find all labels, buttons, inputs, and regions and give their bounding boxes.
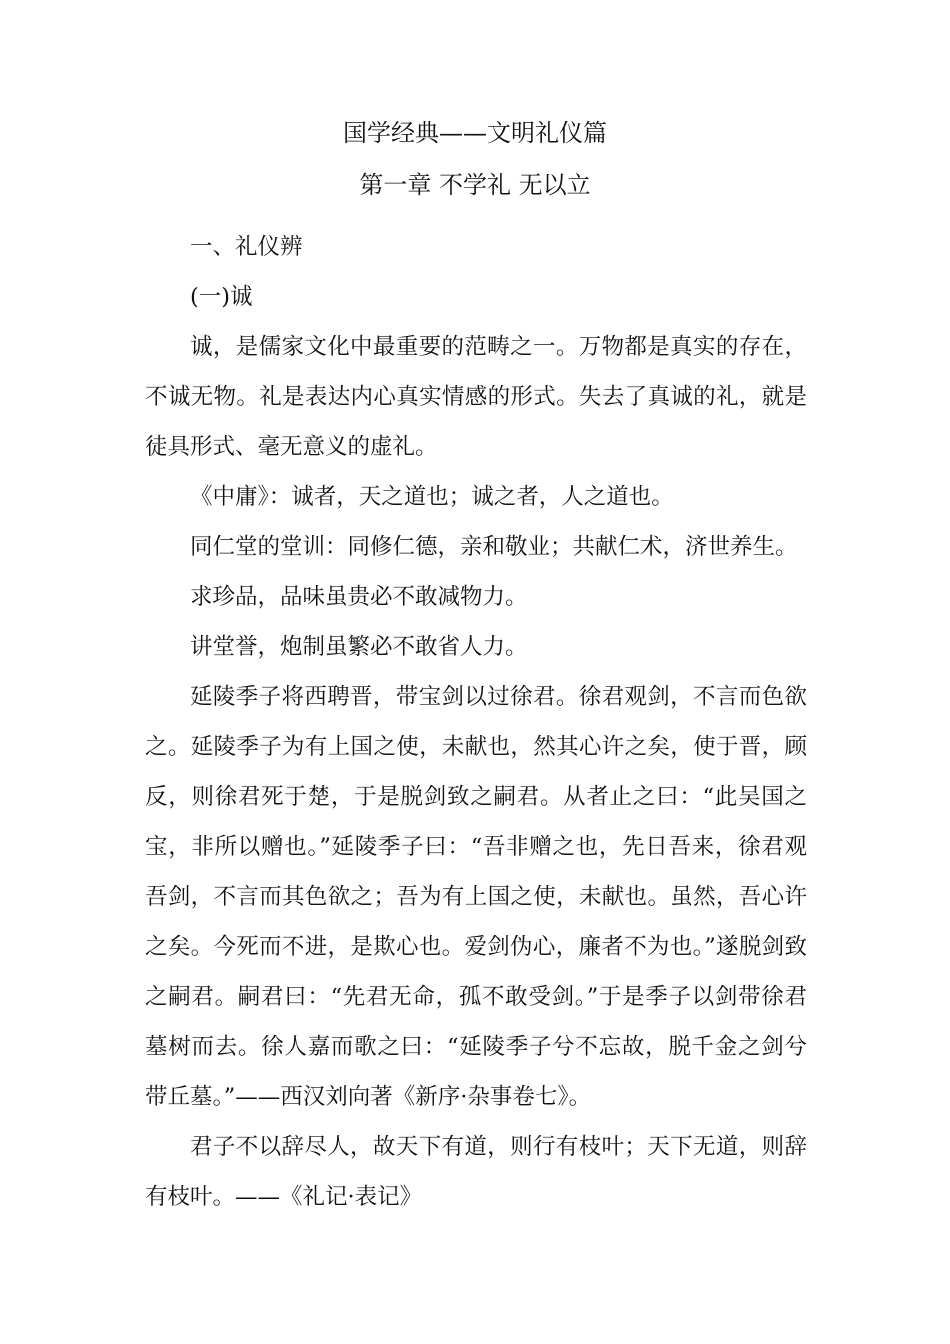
subsection-heading: (一)诚 (190, 284, 253, 310)
section-heading: 一、礼仪辨 (190, 234, 303, 260)
paragraph: 诚，是儒家文化中最重要的范畴之一。万物都是真实的存在，不诚无物。礼是表达内心真实情感的形式。失去了真诚的礼，就是徒具形式、毫无意义的虚礼。 (145, 334, 807, 460)
paragraph: 求珍品，品味虽贵必不敢减物力。 (190, 584, 528, 610)
quote-paragraph: 君子不以辞尽人，故天下有道，则行有枝叶；天下无道，则辞有枝叶。——《礼记·表记》 (145, 1134, 807, 1210)
quote-paragraph: 《中庸》：诚者，天之道也；诚之者，人之道也。 (190, 484, 674, 510)
document-body (145, 222, 807, 1222)
chapter-heading: 第一章 不学礼 无以立 (359, 171, 591, 199)
paragraph: 讲堂誉，炮制虽繁必不敢省人力。 (190, 634, 528, 660)
document-title: 国学经典——文明礼仪篇 (343, 119, 607, 147)
story-paragraph: 延陵季子将西聘晋，带宝剑以过徐君。徐君观剑，不言而色欲之。延陵季子为有上国之使，未献也，然其心许之矣，使于晋，顾反，则徐君死于楚，于是脱剑致之嗣君。从者止之曰：“此吴国之宝，非所以赠也。”延陵季子曰：“吾非赠之也，先日吾来，徐君观吾剑，不言而其色欲之；吾为有上国之使，未献也。虽然，吾心许之矣。今死而不进，是欺心也。爱剑伪心，廉者不为也。”遂脱剑致之嗣君。嗣君曰：“先君无命，孤不敢受剑。”于是季子以剑带徐君墓树而去。徐人嘉而歌之曰：“延陵季子兮不忘故，脱千金之剑兮带丘墓。”——西汉刘向著《新序·杂事卷七》。 (145, 684, 807, 1110)
paragraph: 同仁堂的堂训：同修仁德，亲和敬业；共献仁术，济世养生。 (190, 534, 798, 560)
